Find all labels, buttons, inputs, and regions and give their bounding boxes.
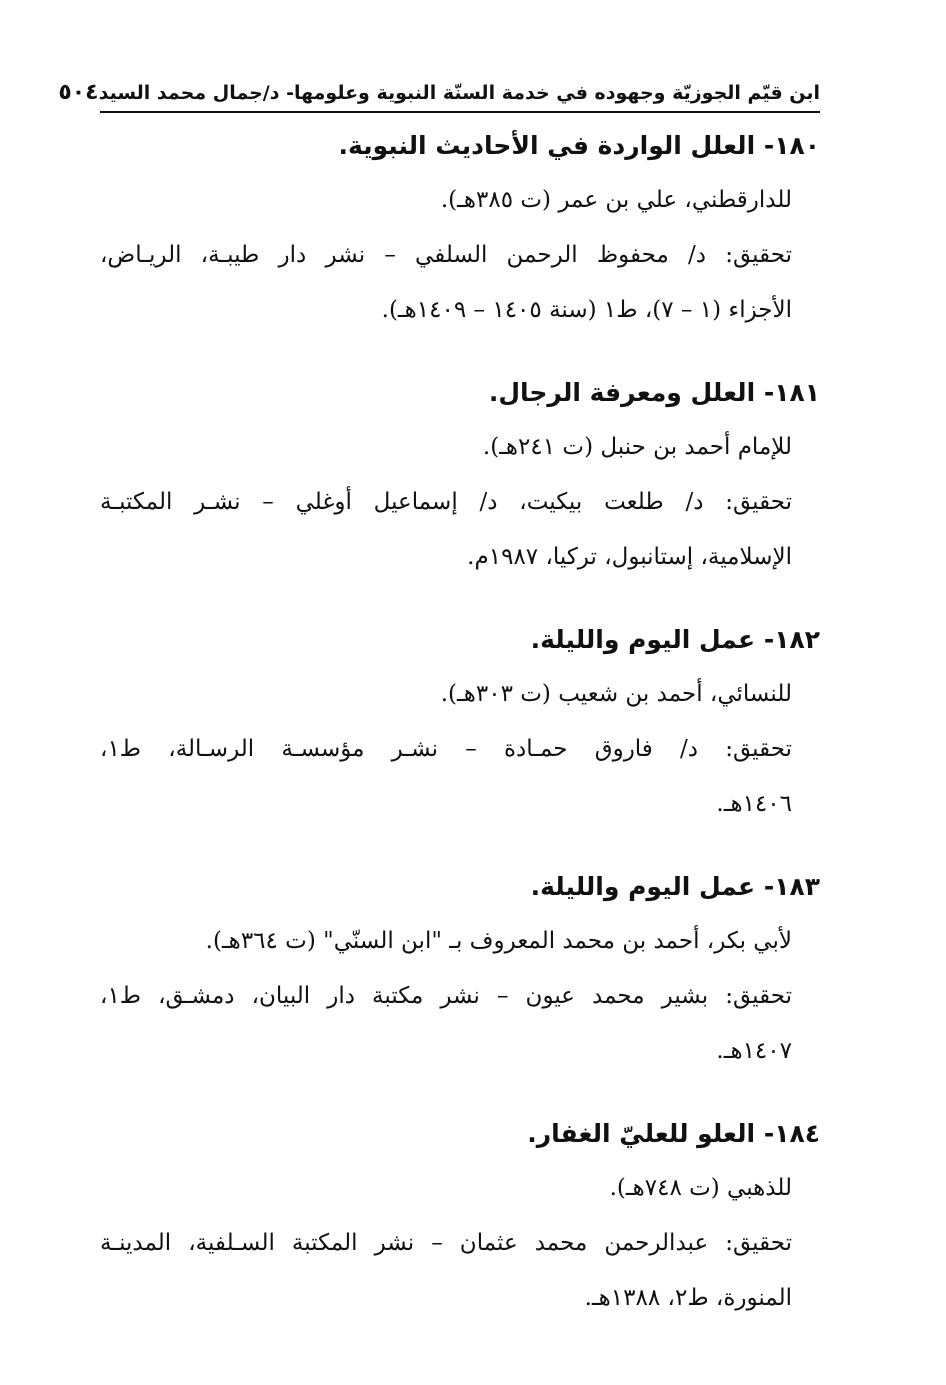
page-number: ٥٠٤ [58, 80, 99, 105]
entry-title: ١٨٠- العلل الواردة في الأحاديث النبوية. [338, 131, 820, 160]
bibliography-entry-181 [100, 366, 820, 585]
entry-editor-line: الإسلامية، إستانبول، تركيا، ١٩٨٧م. [467, 544, 792, 570]
entry-editor-line: تحقيق: د/ طلعت بيكيت، د/ إسماعيل أوغلي – نشـر المكتبـة [100, 489, 792, 515]
entry-editor-line: تحقيق: عبدالرحمن محمد عثمان – نشر المكتبة السـلفية، المدينـة [100, 1230, 792, 1256]
header-title: ابن قيّم الجوزيّة وجهوده في خدمة السنّة النبوية وعلومها- د/جمال محمد السيد [98, 82, 820, 104]
entry-editor-line: تحقيق: د/ محفوظ الرحمن السلفي – نشر دار طيبـة، الريـاض، [100, 242, 792, 268]
entry-editor-line: تحقيق: بشير محمد عيون – نشر مكتبة دار البيان، دمشـق، ط١، [100, 983, 792, 1009]
entry-author: للدارقطني، علي بن عمر (ت ٣٨٥هـ). [440, 187, 792, 213]
entry-editor-line: ١٤٠٧هـ. [716, 1038, 792, 1064]
document-page [58, 80, 820, 1326]
bibliography-entry-182 [100, 613, 820, 832]
entry-editor-line: المنورة، ط٢، ١٣٨٨هـ. [584, 1285, 792, 1311]
entry-editor-line: ١٤٠٦هـ. [716, 791, 792, 817]
entry-author: للإمام أحمد بن حنبل (ت ٢٤١هـ). [482, 434, 792, 460]
running-header [58, 80, 820, 113]
bibliography-entry-180 [100, 119, 820, 338]
entry-author: لأبي بكر، أحمد بن محمد المعروف بـ "ابن السنّي" (ت ٣٦٤هـ). [205, 928, 792, 954]
bibliography-entry-183 [100, 860, 820, 1079]
entry-author: للذهبي (ت ٧٤٨هـ). [609, 1175, 792, 1201]
entry-author: للنسائي، أحمد بن شعيب (ت ٣٠٣هـ). [440, 681, 792, 707]
entry-title: ١٨١- العلل ومعرفة الرجال. [488, 378, 820, 407]
entry-editor-line: الأجزاء (١ – ٧)، ط١ (سنة ١٤٠٥ – ١٤٠٩هـ). [381, 297, 792, 323]
entry-title: ١٨٣- عمل اليوم والليلة. [530, 872, 820, 901]
bibliography-entry-184 [100, 1107, 820, 1326]
entry-title: ١٨٤- العلو للعليّ الغفار. [527, 1119, 820, 1148]
entry-editor-line: تحقيق: د/ فاروق حمـادة – نشـر مؤسسـة الرسـالة، ط١، [100, 736, 792, 762]
entry-title: ١٨٢- عمل اليوم والليلة. [530, 625, 820, 654]
